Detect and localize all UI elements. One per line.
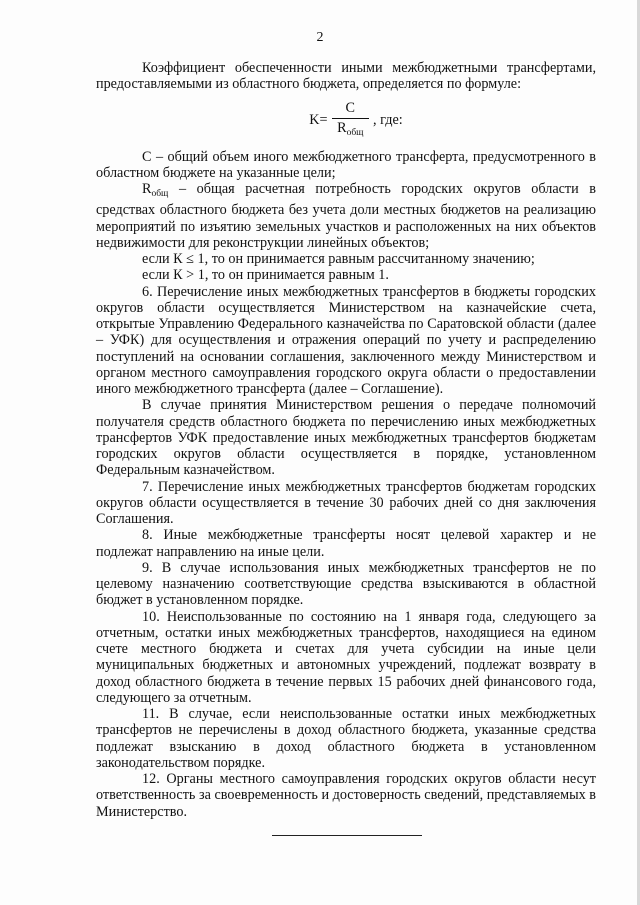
formula-denominator-base: R	[337, 119, 347, 136]
formula-denominator-sub: общ	[346, 127, 364, 138]
definition-r-symbol: R	[142, 181, 152, 197]
paragraph-7: 7. Перечисление иных межбюджетных трансфертов бюджетам городских округов области осуществляется в течение 30 рабочих дней со дня заключения Соглашения.	[96, 478, 596, 527]
definition-c: С – общий объем иного межбюджетного трансферта, предусмотренного в областном бюджете на указанные цели;	[96, 148, 596, 181]
condition-k-le: если К ≤ 1, то он принимается равным рассчитанному значению;	[142, 251, 535, 267]
paragraph-11: 11. В случае, если неиспользованные остатки иных межбюджетных трансфертов не перечислены в доход областного бюджета, указанные средства подлежат взысканию в доход областного бюджета в установленном законодательством порядке.	[96, 706, 596, 771]
paragraph-8: 8. Иные межбюджетные трансферты носят целевой характер и не подлежат направлению на иные цели.	[96, 527, 596, 560]
paragraph-6b: В случае принятия Министерством решения о передаче полномочий получателя средств областного бюджета по перечислению иных межбюджетных трансфертов УФК предоставление иных межбюджетных трансфертов бюджетам городских округов области осуществляется в порядке, установленном Федеральным казначейством.	[96, 397, 596, 479]
formula-denominator	[337, 119, 363, 141]
paragraph-6: 6. Перечисление иных межбюджетных трансфертов в бюджеты городских округов области осуществляется Министерством на казначейские счета, открытые Управлению Федерального казначейства по Саратовской области (далее – УФК) для осуществления и отражения операций по учету и распределению поступлений на основании соглашения, заключенного между Министерством и органом местного самоуправления городского округа области о предоставлении иного межбюджетного трансферта (далее – Соглашение).	[96, 283, 596, 397]
page-number: 2	[316, 30, 324, 45]
formula-numerator: C	[332, 100, 369, 118]
paragraph-10: 10. Неиспользованные по состоянию на 1 января года, следующего за отчетным, остатки иных межбюджетных трансфертов, находящиеся на едином счете местного бюджета и счетах для учета субсидии на иные цели муниципальных бюджетных и автономных учреждений, подлежат возврату в доход областного бюджета в течение первых 15 рабочих дней финансового года, следующего за отчетным.	[96, 608, 596, 706]
formula-tail: , где:	[373, 112, 403, 129]
formula-lhs: K=	[309, 112, 328, 129]
definition-r-text: – общая расчетная потребность городских округов области в средствах областного бюджета без учета доли местных бюджетов на реализацию мероприятий по изъятию земельных участков и расположенных на них объектов недвижимости для реконструкции линейных объектов;	[96, 181, 596, 251]
definition-r-sub: общ	[151, 189, 169, 199]
intro-paragraph: Коэффициент обеспеченности иными межбюджетными трансфертами, предоставляемыми из областного бюджета, определяется по формуле:	[96, 60, 596, 93]
formula-fraction	[332, 100, 369, 141]
coefficient-formula	[96, 93, 596, 149]
paragraph-12: 12. Органы местного самоуправления городских округов области несут ответственность за своевременность и достоверность сведений, представляемых в Министерство.	[96, 771, 596, 820]
document-body	[96, 60, 596, 820]
definition-r	[96, 181, 596, 251]
closing-divider-line	[272, 835, 422, 836]
paragraph-9: 9. В случае использования иных межбюджетных трансфертов не по целевому назначению соответствующие средства взыскиваются в областной бюджет в установленном порядке.	[96, 559, 596, 609]
condition-k-gt: если К > 1, то он принимается равным 1.	[142, 267, 389, 284]
